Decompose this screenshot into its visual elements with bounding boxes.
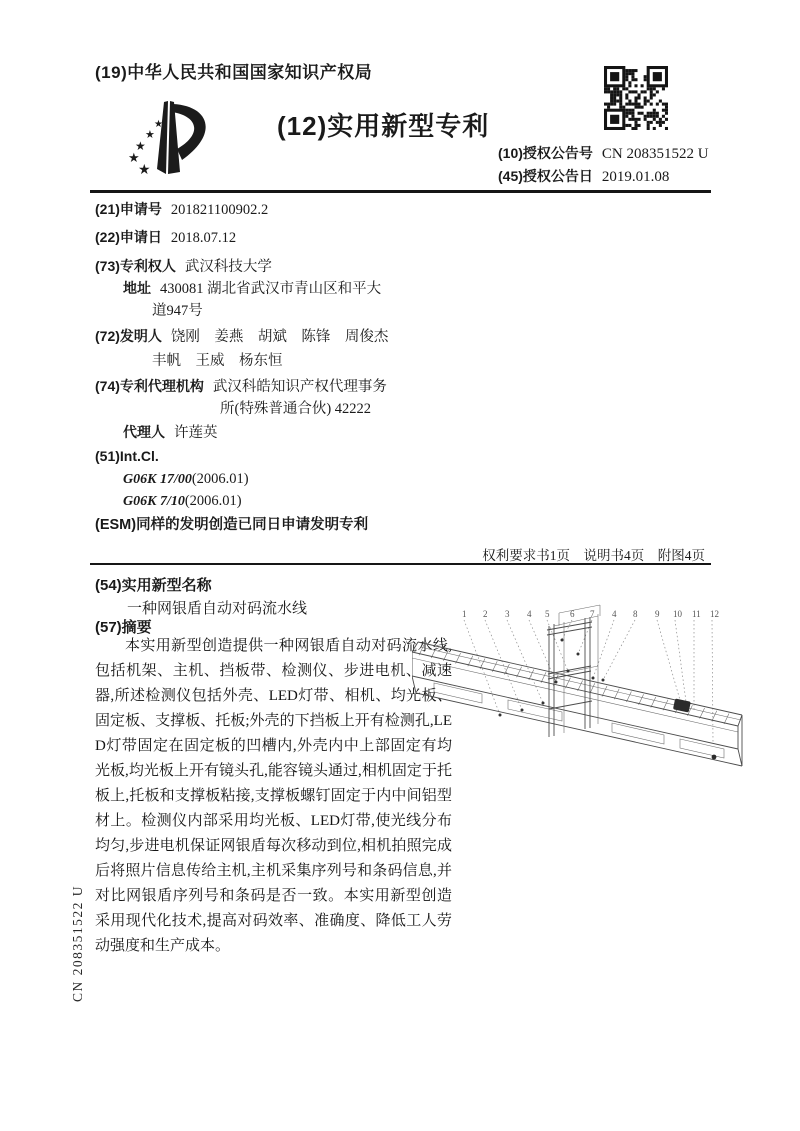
application-number-row [95, 199, 268, 219]
filing-date-label: (22)申请日 [95, 229, 162, 245]
patent-figure [412, 596, 757, 796]
header-divider [90, 190, 711, 193]
svg-text:7: 7 [590, 609, 595, 619]
agency-value-1: 武汉科皓知识产权代理事务 [212, 379, 387, 395]
pub-number-label: (10)授权公告号 [498, 145, 593, 161]
svg-text:10: 10 [673, 609, 682, 619]
inventors-line-2 [152, 349, 283, 370]
agent-value: 许莲英 [174, 425, 218, 441]
agency-row [95, 375, 387, 396]
cnipa-logo-icon [118, 94, 222, 186]
svg-text:3: 3 [505, 609, 510, 619]
intcl-entry-2 [123, 492, 242, 510]
intcl-1-code: G06K 17/00 [123, 472, 192, 487]
patentee-label: (73)专利权人 [95, 258, 176, 274]
svg-text:★: ★ [154, 119, 163, 130]
address-line-1 [123, 277, 381, 298]
svg-text:★: ★ [145, 129, 155, 141]
svg-text:4: 4 [527, 609, 532, 619]
address-value-2: 道947号 [152, 303, 203, 319]
address-label: 地址 [123, 280, 151, 296]
application-number-label: (21)申请号 [95, 201, 162, 217]
inventors-value-1: 饶刚 姜燕 胡斌 陈锋 周俊杰 [170, 329, 389, 345]
agency-line-2 [220, 397, 371, 418]
pages-info: 权利要求书1页 说明书4页 附图4页 [482, 548, 705, 563]
pub-number-value: CN 208351522 U [601, 146, 709, 162]
pub-date-value: 2019.01.08 [601, 169, 670, 185]
address-line-2 [152, 299, 203, 320]
intcl-entry-1 [123, 470, 249, 488]
section-divider [90, 563, 711, 565]
qr-code-icon [604, 66, 668, 130]
svg-text:4: 4 [612, 609, 617, 619]
intcl-2-version: (2006.01) [184, 493, 242, 509]
agent-label: 代理人 [123, 424, 165, 440]
filing-date-row [95, 227, 236, 247]
intcl-label: (51)Int.Cl. [95, 448, 159, 464]
filing-date-value: 2018.07.12 [170, 230, 237, 246]
patentee-value: 武汉科技大学 [184, 259, 272, 275]
pub-date-row [498, 166, 669, 186]
svg-text:9: 9 [655, 609, 660, 619]
svg-text:2: 2 [483, 609, 488, 619]
sidebar-publication-code: CN 208351522 U [70, 884, 85, 1002]
svg-text:11: 11 [692, 609, 701, 619]
svg-text:12: 12 [710, 609, 719, 619]
agency-label: (74)专利代理机构 [95, 378, 204, 394]
abstract-label: (57)摘要 [95, 619, 152, 636]
inventors-value-2: 丰帆 王威 杨东恒 [152, 353, 283, 369]
esm-note: (ESM)同样的发明创造已同日申请发明专利 [95, 517, 369, 533]
utility-model-title: 一种网银盾自动对码流水线 [127, 601, 308, 617]
agent-row [123, 421, 218, 442]
svg-text:6: 6 [570, 609, 575, 619]
pub-date-label: (45)授权公告日 [498, 168, 593, 184]
intcl-row [95, 448, 159, 464]
abstract-text: 本实用新型创造提供一种网银盾自动对码流水线,包括机架、主机、挡板带、检测仪、步进电机、减速器,所述检测仪包括外壳、LED灯带、相机、均光板、固定板、支撑板、托板;外壳的下挡板上开有检测孔,LED灯带固定在固定板的凹槽内,外壳内中上部固定有均光板,均光板上开有镜头孔,能容镜头通过,相机固定于托板上,托板和支撑板粘接,支撑板螺钉固定于内中间铝型材上。检测仪内部采用均光板、LED灯带,使光线分布均匀,步进电机保证网银盾每次移动到位,相机拍照完成后将照片信息传给主机,主机采集序列号和条码信息,并对比网银盾序列号和条码是否一致。本实用新型创造采用现代化技术,提高对码效率、准确度、降低工人劳动强度和生产成本。 [95, 638, 452, 954]
svg-text:1: 1 [462, 609, 467, 619]
pub-number-row [498, 143, 709, 163]
svg-text:★: ★ [138, 161, 151, 177]
patentee-row [95, 255, 272, 276]
inventors-label: (72)发明人 [95, 328, 162, 344]
inventors-row [95, 325, 388, 346]
agency-value-2: 所(特殊普通合伙) 42222 [220, 401, 372, 417]
doc-type-title: (12)实用新型专利 [277, 111, 490, 141]
issuing-office: (19)中华人民共和国国家知识产权局 [95, 63, 373, 82]
intcl-2-code: G06K 7/10 [123, 494, 185, 509]
address-value-1: 430081 湖北省武汉市青山区和平大 [160, 281, 382, 297]
svg-text:★: ★ [135, 139, 146, 153]
svg-text:8: 8 [633, 609, 638, 619]
application-number-value: 201821100902.2 [170, 202, 269, 218]
svg-text:5: 5 [545, 609, 550, 619]
title-section-label: (54)实用新型名称 [95, 577, 212, 594]
intcl-1-version: (2006.01) [191, 471, 249, 487]
svg-text:★: ★ [128, 150, 140, 165]
